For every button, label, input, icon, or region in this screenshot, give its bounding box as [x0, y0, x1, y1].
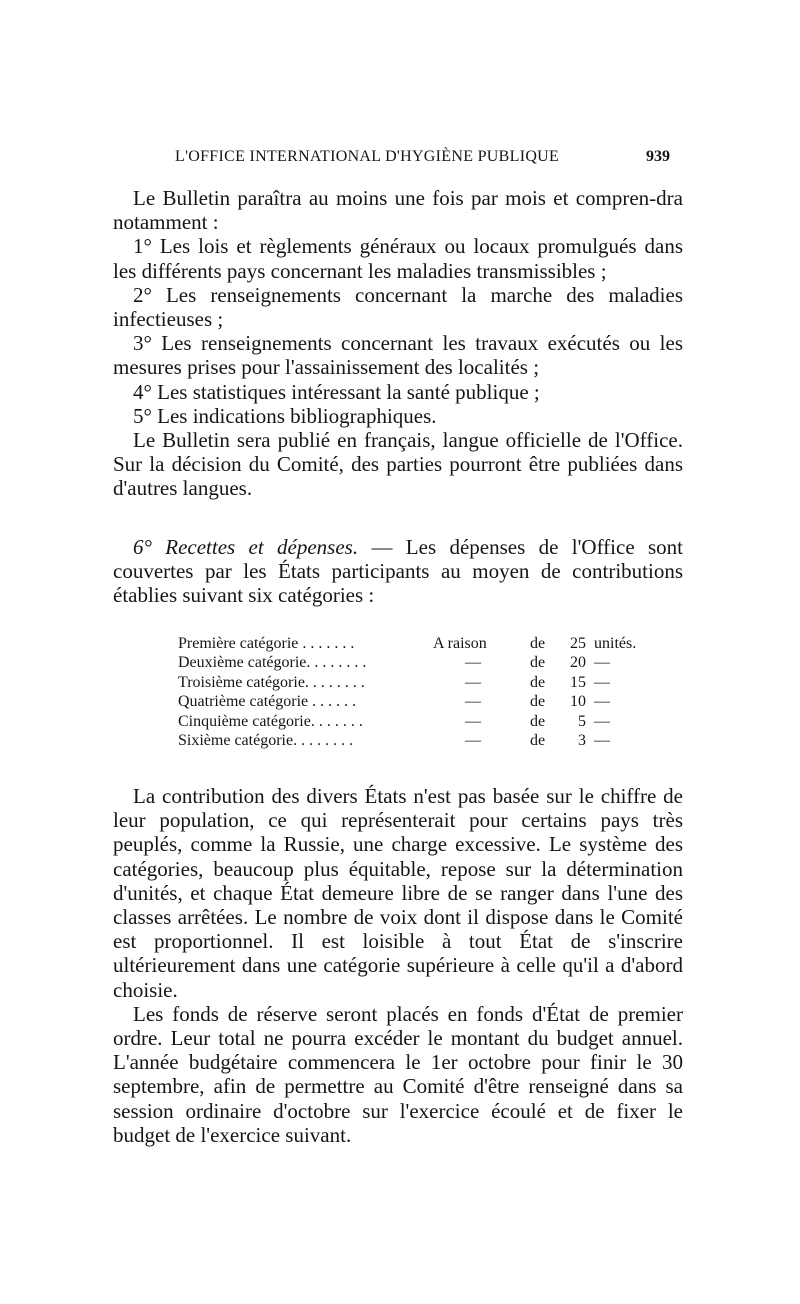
category-label: Troisième catégorie. . . . . . . .: [178, 673, 365, 691]
table-row: [178, 673, 638, 693]
list-item: 5° Les indications bibliographiques.: [133, 403, 437, 428]
list-item: 2° Les renseignements concernant la marche des maladies infectieuses ;: [113, 282, 683, 332]
rate-de: de: [530, 693, 546, 711]
rate-de: de: [530, 654, 546, 672]
rate-de: de: [530, 732, 546, 750]
rate-unit: unités.: [594, 634, 637, 652]
rate-unit: —: [594, 712, 610, 730]
category-label: Première catégorie . . . . . . .: [178, 634, 355, 652]
category-label: Sixième catégorie. . . . . . . .: [178, 732, 354, 750]
table-row: [178, 634, 638, 654]
paragraph: Les fonds de réserve seront placés en fonds d'État de premier ordre. Leur total ne pourra excéder le montant du budget annuel. L'année budgétaire commencera le 1er octobre pour finir le 30 septembre, afin de permettre au Comité d'être renseigné dans sa session ordinaire d'octobre sur l'exercice écoulé et de fixer le budget de l'exercice suivant.: [113, 1001, 683, 1147]
recettes-section: [113, 535, 683, 608]
rate-value: 10: [570, 693, 586, 711]
rate-prefix: —: [465, 654, 481, 672]
rate-prefix: —: [465, 732, 481, 750]
table-row: [178, 654, 638, 674]
rate-value: 3: [578, 732, 586, 750]
table-row: [178, 693, 638, 713]
table-row: [178, 732, 638, 752]
rate-value: 25: [570, 634, 586, 652]
running-title: L'OFFICE INTERNATIONAL D'HYGIÈNE PUBLIQUE: [175, 148, 560, 165]
section-heading: 6° Recettes et dépenses.: [133, 535, 359, 559]
rate-value: 5: [578, 712, 586, 730]
rate-unit: —: [594, 654, 610, 672]
list-item: 3° Les renseignements concernant les travaux exécutés ou les mesures prises pour l'assainissement des localités ;: [113, 331, 683, 380]
rate-unit: —: [594, 693, 610, 711]
rate-prefix: —: [465, 712, 481, 730]
list-item: 1° Les lois et règlements généraux ou locaux promulgués dans les différents pays concernant les maladies transmissibles ;: [113, 234, 683, 283]
paragraph: La contribution des divers États n'est pas basée sur le chiffre de leur population, ce qui représenterait pour certains pays très peuplés, comme la Russie, une charge excessive. Le système des catégories, beaucoup plus équitable, repose sur la détermination d'unités, et chaque État demeure libre de se ranger dans l'une des classes arrêtées. Le nombre de voix dont il dispose dans le Comité est proportionnel. Il est loisible à tout État de s'inscrire ultérieurement dans une catégorie supérieure à celle qu'il a d'abord choisie.: [113, 784, 683, 1002]
paragraph: Le Bulletin sera publié en français, langue officielle de l'Office. Sur la décision du Comité, des parties pourront être publiées dans d'autres langues.: [113, 428, 683, 501]
rate-de: de: [530, 712, 546, 730]
rate-unit: —: [594, 673, 610, 691]
rate-prefix: —: [465, 673, 481, 691]
rate-prefix: A raison: [433, 634, 487, 652]
table-row: [178, 712, 638, 732]
rate-value: 20: [570, 654, 586, 672]
paragraph: Le Bulletin paraîtra au moins une fois par mois et compren-dra notamment :: [113, 186, 683, 235]
category-label: Quatrième catégorie . . . . . .: [178, 693, 357, 711]
category-label: Cinquième catégorie. . . . . . .: [178, 712, 363, 730]
rate-value: 15: [570, 673, 586, 691]
paragraph: [113, 535, 683, 608]
categories-table: [178, 634, 638, 751]
contribution-section: [113, 784, 683, 1147]
rate-unit: —: [594, 732, 610, 750]
category-label: Deuxième catégorie. . . . . . . .: [178, 654, 367, 672]
bulletin-section: [113, 186, 683, 501]
page-number: 939: [646, 148, 670, 165]
section-text: — Les dépenses de l'Office sont couvertes par les États participants au moyen de contributions établies suivant six catégories :: [113, 535, 684, 608]
rate-de: de: [530, 673, 546, 691]
list-item: 4° Les statistiques intéressant la santé publique ;: [133, 379, 540, 404]
rate-prefix: —: [465, 693, 481, 711]
rate-de: de: [530, 634, 546, 652]
